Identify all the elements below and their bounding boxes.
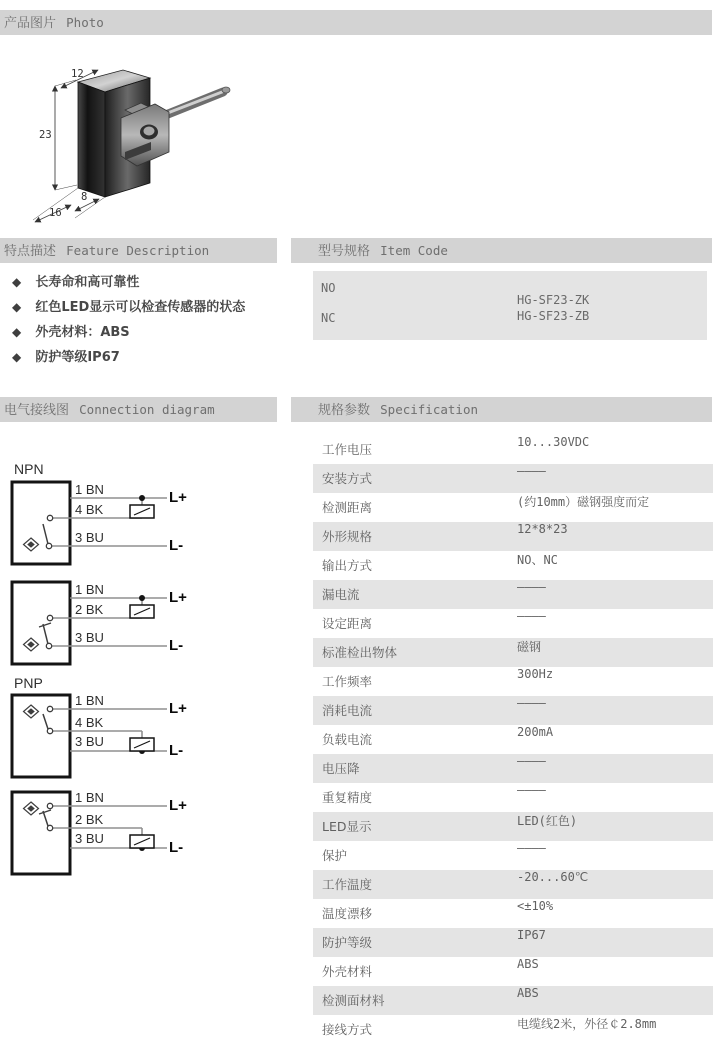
spec-value: ———— [517,696,546,710]
itemcode-type: NC [321,311,336,325]
spec-row [313,957,713,986]
spec-value: NO、NC [517,553,558,567]
spec-value: ABS [517,986,539,1000]
diamond-bullet-icon: ◆ [12,275,22,289]
spec-row [313,522,713,551]
spec-label: 标准检出物体 [322,645,398,660]
sensor-body-graphic [78,70,169,197]
spec-value: 10...30VDC [517,435,590,449]
junction-dot [139,495,145,501]
feature-item [12,293,302,318]
spec-value: <±10% [517,899,554,913]
itemcode-title-zh: 型号规格 [318,244,371,259]
wiring-diagram-pnp-no [10,693,210,781]
spec-value: 200mA [517,725,554,739]
spec-value: 磁钢 [517,640,542,654]
spec-value: ———— [517,609,546,623]
itemcode-code: HG-SF23-ZK [517,293,590,307]
junction-dot [139,595,145,601]
spec-label: 检测面材料 [322,993,385,1008]
features-title-zh: 特点描述 [4,244,57,259]
pnp-group-label: PNP [14,675,43,691]
spec-label: 工作温度 [322,877,373,892]
spec-row [313,493,713,522]
diamond-bullet-icon: ◆ [12,350,22,364]
spec-row [313,754,713,783]
spec-row [313,870,713,899]
diamond-bullet-icon: ◆ [12,300,22,314]
load-symbol [130,505,154,518]
wire-label: 2 BK [75,812,104,827]
wire-label: 4 BK [75,715,104,730]
spec-value: ABS [517,957,539,971]
dim-height-label: 23 [39,129,52,141]
spec-label: 漏电流 [322,587,360,602]
spec-row [313,899,713,928]
spec-label: 安装方式 [322,471,373,486]
wire-label: 2 BK [75,602,104,617]
spec-label: 外壳材料 [322,964,373,979]
l-minus-label: L- [169,537,184,554]
spec-label: 保护 [322,848,348,863]
spec-row [313,435,713,464]
cable-graphic [163,87,230,116]
l-minus-label: L- [169,839,184,856]
connection-section-header [0,397,277,422]
wire-label: 1 BN [75,790,104,805]
photo-title-zh: 产品图片 [4,16,57,31]
spec-value: 12*8*23 [517,522,568,536]
spec-label: 温度漂移 [322,906,373,921]
wire-label: 3 BU [75,530,104,545]
feature-list [12,268,302,368]
spec-value: ———— [517,464,546,478]
l-plus-label: L+ [169,700,187,717]
spec-label: 设定距离 [322,616,373,631]
itemcode-section-header [291,238,712,263]
l-minus-label: L- [169,742,184,759]
spec-row [313,609,713,638]
spec-value: ———— [517,580,546,594]
connection-title-en: Connection diagram [79,402,215,417]
spec-value: 电缆线2米，外径￠2.8mm [517,1017,657,1031]
dim-width-label: 12 [71,68,84,80]
feature-item [12,268,302,293]
feature-text: 红色LED显示可以检查传感器的状态 [35,300,246,315]
spec-row [313,783,713,812]
itemcode-type: NO [321,281,336,295]
dim-depth-label: 16 [49,207,62,219]
spec-label: 防护等级 [322,935,373,950]
spec-value: IP67 [517,928,546,942]
spec-label: 检测距离 [322,500,373,515]
l-minus-label: L- [169,637,184,654]
spec-label: 输出方式 [322,558,373,573]
feature-text: 防护等级IP67 [35,350,120,365]
spec-label: 消耗电流 [322,703,373,718]
feature-item [12,318,302,343]
feature-text: 长寿命和高可靠性 [35,275,140,290]
feature-item [12,343,302,368]
spec-title-en: Specification [380,402,478,417]
itemcode-table [313,271,707,340]
spec-table [313,435,713,1044]
spec-value: -20...60℃ [517,870,589,884]
spec-label: 负载电流 [322,732,373,747]
l-plus-label: L+ [169,589,187,606]
wire-label: 1 BN [75,482,104,497]
wire-label: 3 BU [75,734,104,749]
spec-label: LED显示 [322,819,372,834]
spec-value: ———— [517,754,546,768]
spec-row [313,986,713,1015]
spec-label: 重复精度 [322,790,373,805]
wire-label: 3 BU [75,831,104,846]
spec-label: 接线方式 [322,1022,373,1037]
spec-value: LED(红色) [517,814,578,828]
spec-row [313,841,713,870]
spec-title-zh: 规格参数 [318,403,371,418]
spec-row [313,551,713,580]
npn-group-label: NPN [14,461,44,477]
spec-value: (约10mm）磁钢强度而定 [517,495,650,509]
wire-label: 1 BN [75,582,104,597]
wiring-diagram-pnp-nc [10,790,210,878]
spec-row [313,464,713,493]
photo-title-en: Photo [66,15,104,30]
features-title-en: Feature Description [66,243,210,258]
product-drawing [25,48,265,228]
itemcode-code: HG-SF23-ZB [517,309,590,323]
diamond-bullet-icon: ◆ [12,325,22,339]
spec-label: 电压降 [322,761,360,776]
spec-label: 外形规格 [322,529,373,544]
spec-row [313,580,713,609]
wiring-diagram-npn-nc [10,580,210,668]
spec-value: 300Hz [517,667,554,681]
spec-row [313,638,713,667]
l-plus-label: L+ [169,489,187,506]
dim-bottom-label: 8 [81,191,88,203]
photo-section-header [0,10,712,35]
spec-row [313,696,713,725]
wiring-diagram-npn-no [10,480,210,568]
spec-value: ———— [517,841,546,855]
spec-row [313,928,713,957]
itemcode-title-en: Item Code [380,243,448,258]
features-section-header [0,238,277,263]
load-symbol [130,605,154,618]
wire-label: 4 BK [75,502,104,517]
wire-label: 3 BU [75,630,104,645]
wire-label: 1 BN [75,693,104,708]
feature-text: 外壳材料：ABS [35,325,130,340]
spec-row [313,1015,713,1044]
spec-row [313,725,713,754]
spec-label: 工作频率 [322,674,373,689]
load-symbol [130,738,154,751]
spec-section-header [291,397,712,422]
load-symbol [130,835,154,848]
spec-row [313,667,713,696]
spec-row [313,812,713,841]
l-plus-label: L+ [169,797,187,814]
connection-title-zh: 电气接线图 [4,403,70,418]
spec-label: 工作电压 [322,442,373,457]
spec-value: ———— [517,783,546,797]
